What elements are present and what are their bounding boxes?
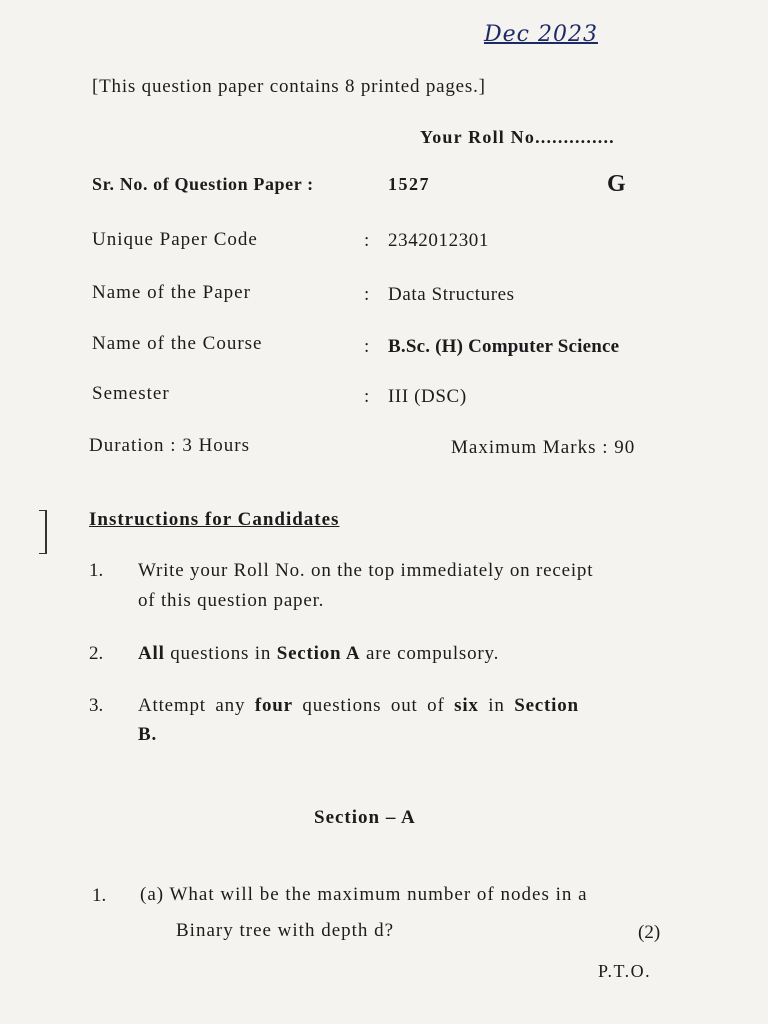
- question-1a-line-2: Binary tree with depth d?: [176, 920, 395, 941]
- section-heading: Section – A: [314, 807, 416, 828]
- set-letter: G: [607, 171, 626, 197]
- instruction-2: [138, 643, 499, 665]
- maximum-marks: Maximum Marks : 90: [451, 437, 636, 458]
- instruction-number: 3.: [89, 695, 104, 716]
- pages-note: [This question paper contains 8 printed pages.]: [92, 76, 486, 97]
- instruction-number: 2.: [89, 643, 104, 664]
- question-marks: (2): [638, 922, 661, 943]
- unique-paper-code-value: 2342012301: [388, 230, 489, 251]
- instruction-number: 1.: [89, 560, 104, 581]
- text: in: [478, 695, 515, 716]
- instruction-1-line-2: of this question paper.: [138, 590, 325, 611]
- paper-name-value: Data Structures: [388, 284, 515, 305]
- instruction-3-line-2: B.: [138, 724, 158, 745]
- colon: :: [364, 336, 370, 357]
- question-1a-line-1: (a) What will be the maximum number of nodes in a: [140, 884, 588, 905]
- roll-number-line: Your Roll No..............: [420, 127, 615, 147]
- emphasis: six: [454, 695, 479, 716]
- course-name-label: Name of the Course: [92, 333, 263, 354]
- emphasis: All: [138, 643, 165, 664]
- semester-value: III (DSC): [388, 386, 467, 407]
- emphasis: four: [254, 695, 293, 716]
- colon: :: [364, 230, 370, 251]
- colon: :: [364, 386, 370, 407]
- sr-no-label: Sr. No. of Question Paper :: [92, 174, 314, 194]
- semester-label: Semester: [92, 383, 170, 404]
- instructions-heading: Instructions for Candidates: [89, 509, 340, 530]
- colon: :: [364, 284, 370, 305]
- margin-bracket-mark: [39, 510, 47, 554]
- duration: Duration : 3 Hours: [89, 435, 251, 456]
- question-number: 1.: [92, 885, 107, 906]
- emphasis: Section: [514, 695, 579, 716]
- text: questions out of: [292, 695, 455, 716]
- text: questions in: [164, 643, 277, 664]
- instruction-1-line-1: Write your Roll No. on the top immediately on receipt: [138, 560, 594, 581]
- paper-name-label: Name of the Paper: [92, 282, 251, 303]
- text: are compulsory.: [360, 643, 500, 664]
- handwritten-date: Dec 2023: [484, 22, 598, 47]
- text: Attempt any: [138, 695, 255, 716]
- emphasis: Section A: [276, 643, 361, 664]
- course-name-value: B.Sc. (H) Computer Science: [388, 336, 620, 357]
- sr-no-value: 1527: [388, 174, 430, 194]
- instruction-3-line-1: [138, 695, 579, 717]
- unique-paper-code-label: Unique Paper Code: [92, 229, 258, 250]
- please-turn-over: P.T.O.: [598, 961, 652, 981]
